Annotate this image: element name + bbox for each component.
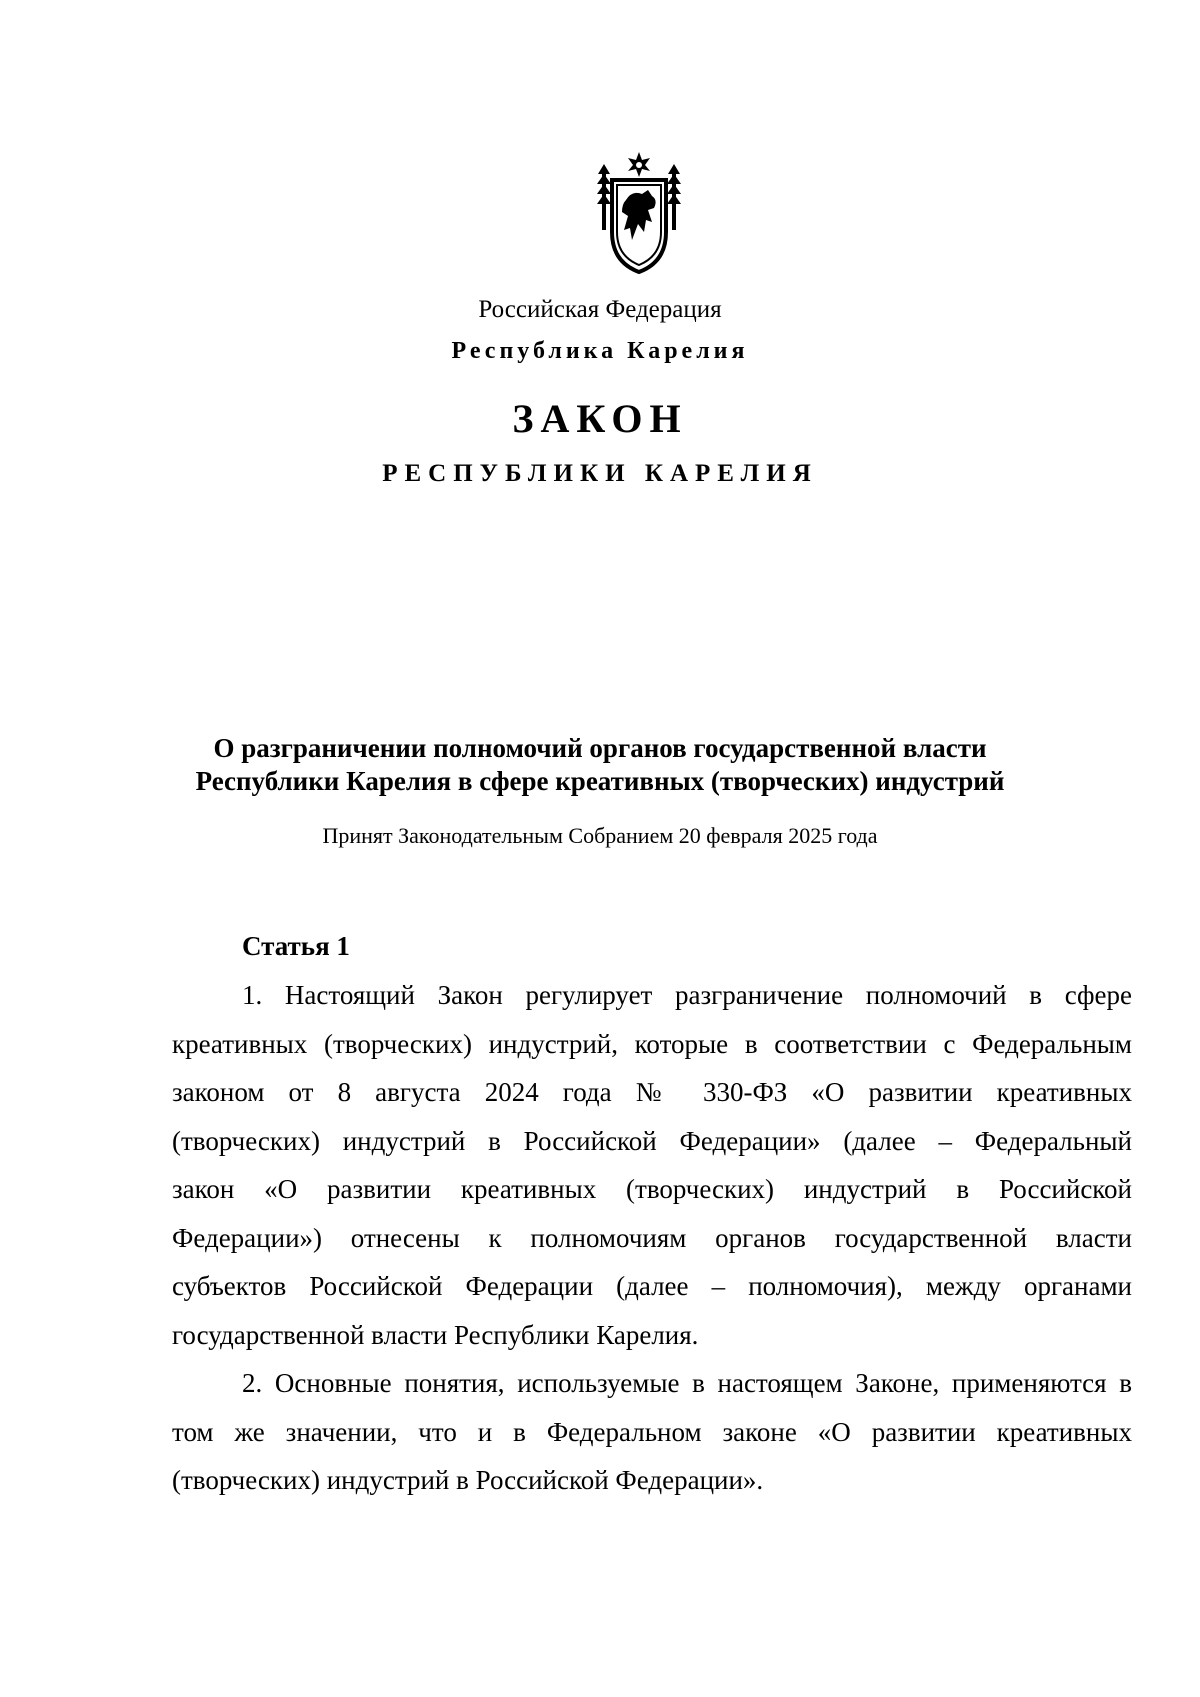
text-line: (творческих) индустрий в Российской Федерации» (далее – Федеральный [172,1125,1132,1156]
law-title-line: О разграничении полномочий органов государственной власти [213,733,987,763]
text-line: Федерации») отнесены к полномочиям органов государственной власти [172,1222,1132,1253]
article-heading: Статья 1 [242,931,350,961]
country-name: Российская Федерация [478,296,722,323]
article-paragraph-2 [172,1359,1132,1505]
law-title-line: Республики Карелия в сфере креативных (творческих) индустрий [195,766,1005,796]
law-title [120,732,1080,798]
document-type: ЗАКОН [512,396,688,441]
adoption-note: Принят Законодательным Собранием 20 февраля 2025 года [322,823,878,848]
article-body [172,971,1132,1505]
coat-of-arms-icon [596,150,682,276]
text-line: креативных (творческих) индустрий, которые в соответствии с Федеральным [172,1028,1132,1059]
text-line: 2. Основные понятия, используемые в настоящем Законе, применяются в [242,1368,1132,1398]
text-line: (творческих) индустрий в Российской Федерации». [172,1465,764,1495]
article-paragraph-1 [172,971,1132,1359]
document-issuer: РЕСПУБЛИКИ КАРЕЛИЯ [382,460,818,487]
text-line: том же значении, что и в Федеральном законе «О развитии креативных [172,1416,1132,1447]
text-line: 1. Настоящий Закон регулирует разграничение полномочий в сфере [242,980,1132,1010]
text-line: государственной власти Республики Карелия. [172,1319,699,1350]
republic-name: Республика Карелия [451,338,749,364]
text-line: закон «О развитии креативных (творческих) индустрий в Российской [172,1174,1132,1204]
text-line: законом от 8 августа 2024 года № 330-ФЗ «О развитии креативных [172,1077,1132,1107]
text-line: субъектов Российской Федерации (далее – полномочия), между органами [172,1271,1132,1301]
